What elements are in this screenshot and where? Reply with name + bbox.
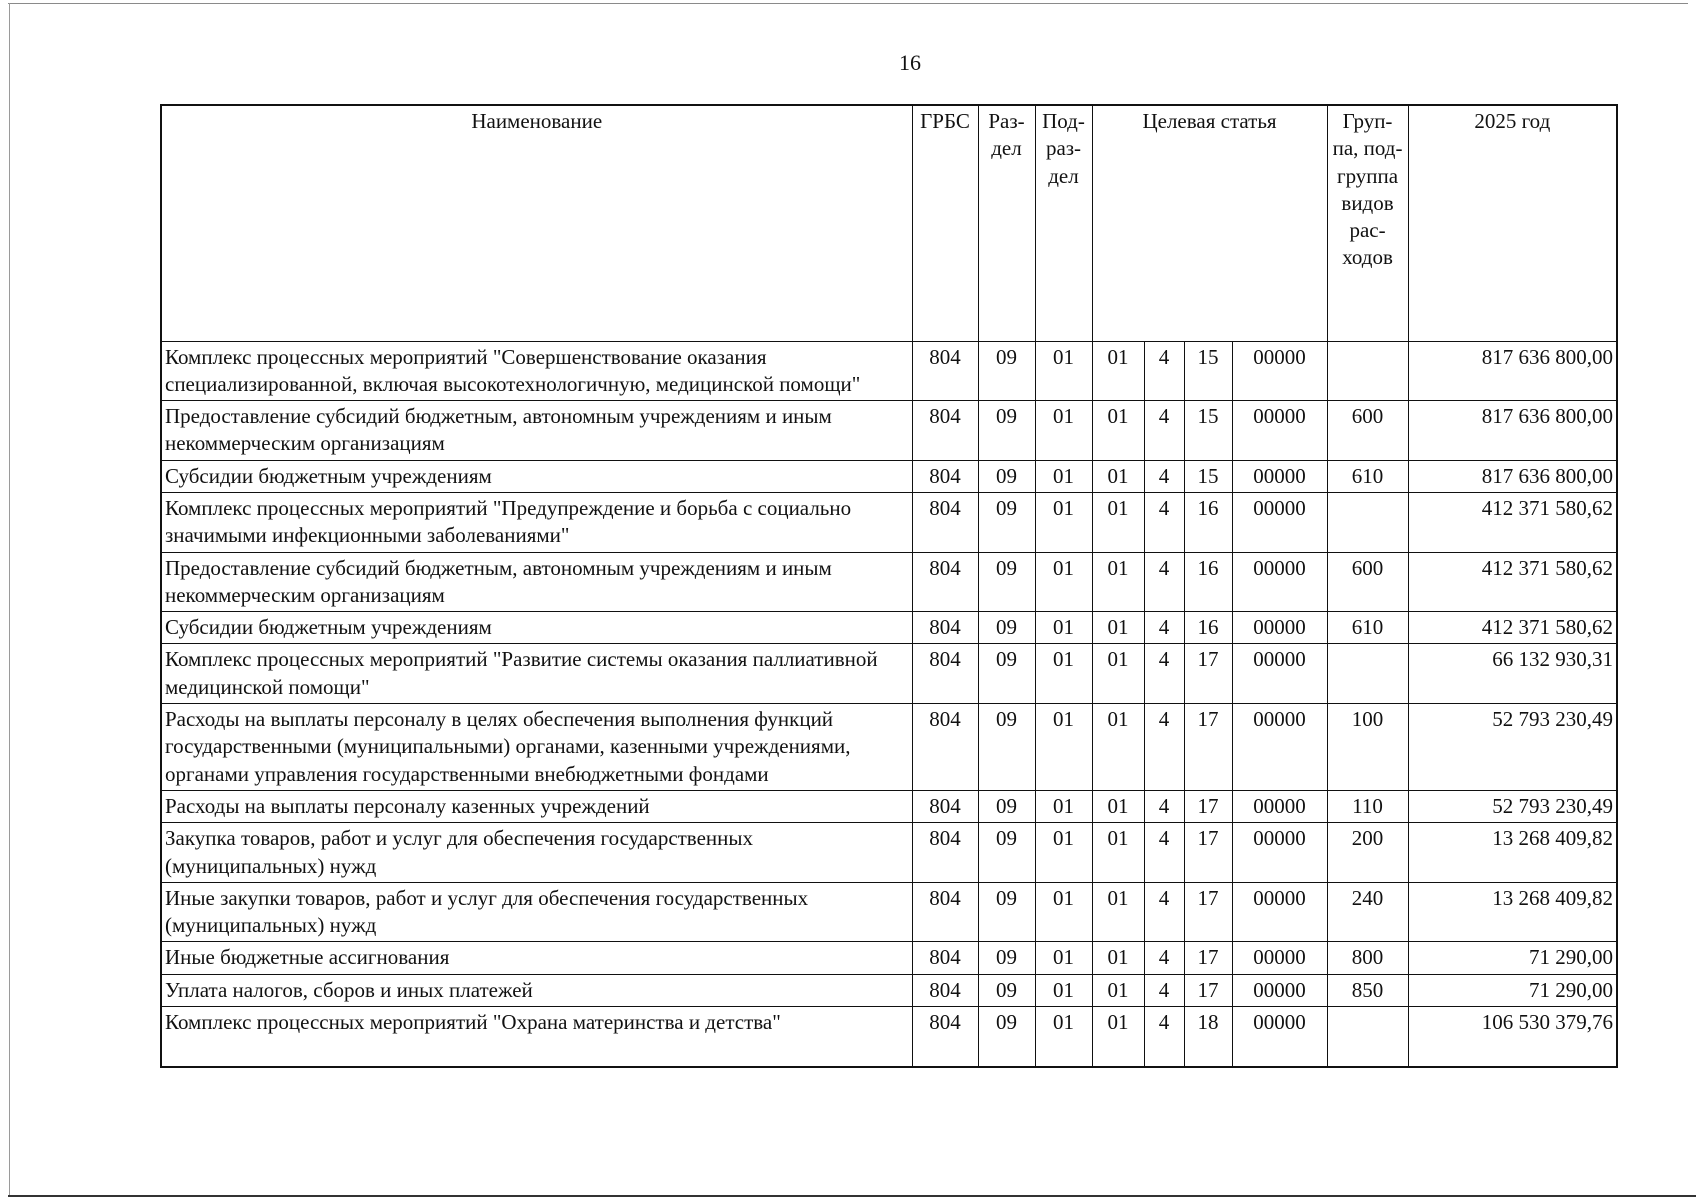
header-razdel: Раз- дел bbox=[978, 105, 1035, 341]
scan-edge-left bbox=[9, 3, 10, 1197]
row-target-complex: 17 bbox=[1184, 823, 1232, 883]
row-target-type: 4 bbox=[1144, 492, 1184, 552]
row-name: Предоставление субсидий бюджетным, автономным учреждениям и иным некоммерческим организациям bbox=[161, 401, 912, 461]
row-amount: 71 290,00 bbox=[1408, 974, 1617, 1006]
row-target-direction: 00000 bbox=[1232, 460, 1327, 492]
row-podrazdel: 01 bbox=[1035, 1007, 1092, 1068]
row-target-complex: 16 bbox=[1184, 612, 1232, 644]
row-razdel: 09 bbox=[978, 552, 1035, 612]
row-razdel: 09 bbox=[978, 341, 1035, 401]
row-target-program: 01 bbox=[1092, 341, 1144, 401]
row-expense-group: 240 bbox=[1327, 882, 1408, 942]
row-grbs: 804 bbox=[912, 644, 978, 704]
row-target-program: 01 bbox=[1092, 612, 1144, 644]
row-name: Субсидии бюджетным учреждениям bbox=[161, 612, 912, 644]
row-expense-group: 610 bbox=[1327, 612, 1408, 644]
row-grbs: 804 bbox=[912, 492, 978, 552]
row-target-program: 01 bbox=[1092, 492, 1144, 552]
row-grbs: 804 bbox=[912, 460, 978, 492]
row-target-complex: 17 bbox=[1184, 974, 1232, 1006]
row-grbs: 804 bbox=[912, 974, 978, 1006]
row-razdel: 09 bbox=[978, 612, 1035, 644]
row-target-direction: 00000 bbox=[1232, 942, 1327, 974]
header-grbs: ГРБС bbox=[912, 105, 978, 341]
row-target-complex: 18 bbox=[1184, 1007, 1232, 1068]
table-row bbox=[161, 790, 1617, 822]
row-target-program: 01 bbox=[1092, 460, 1144, 492]
scan-edge-bottom bbox=[8, 1195, 1696, 1197]
row-target-direction: 00000 bbox=[1232, 882, 1327, 942]
header-podrazdel: Под- раз- дел bbox=[1035, 105, 1092, 341]
table-body bbox=[161, 341, 1617, 1067]
row-razdel: 09 bbox=[978, 704, 1035, 791]
row-grbs: 804 bbox=[912, 790, 978, 822]
row-target-type: 4 bbox=[1144, 460, 1184, 492]
row-amount: 412 371 580,62 bbox=[1408, 492, 1617, 552]
row-name: Комплекс процессных мероприятий "Охрана материнства и детства" bbox=[161, 1007, 912, 1068]
row-target-direction: 00000 bbox=[1232, 341, 1327, 401]
row-podrazdel: 01 bbox=[1035, 612, 1092, 644]
row-expense-group: 200 bbox=[1327, 823, 1408, 883]
row-podrazdel: 01 bbox=[1035, 401, 1092, 461]
header-expense-group: Груп- па, под- группа видов рас- ходов bbox=[1327, 105, 1408, 341]
table-row bbox=[161, 341, 1617, 401]
row-target-complex: 17 bbox=[1184, 882, 1232, 942]
row-podrazdel: 01 bbox=[1035, 823, 1092, 883]
row-target-type: 4 bbox=[1144, 401, 1184, 461]
row-podrazdel: 01 bbox=[1035, 882, 1092, 942]
row-grbs: 804 bbox=[912, 612, 978, 644]
row-target-direction: 00000 bbox=[1232, 704, 1327, 791]
row-podrazdel: 01 bbox=[1035, 974, 1092, 1006]
row-amount: 817 636 800,00 bbox=[1408, 341, 1617, 401]
row-target-direction: 00000 bbox=[1232, 492, 1327, 552]
row-expense-group: 610 bbox=[1327, 460, 1408, 492]
row-razdel: 09 bbox=[978, 460, 1035, 492]
row-razdel: 09 bbox=[978, 644, 1035, 704]
row-grbs: 804 bbox=[912, 704, 978, 791]
row-target-direction: 00000 bbox=[1232, 974, 1327, 1006]
row-name: Иные закупки товаров, работ и услуг для обеспечения государственных (муниципальных) нужд bbox=[161, 882, 912, 942]
row-name: Комплекс процессных мероприятий "Совершенствование оказания специализированной, включая высокотехнологичную, медицинской помощи" bbox=[161, 341, 912, 401]
row-amount: 817 636 800,00 bbox=[1408, 401, 1617, 461]
row-grbs: 804 bbox=[912, 341, 978, 401]
row-target-program: 01 bbox=[1092, 644, 1144, 704]
row-target-program: 01 bbox=[1092, 823, 1144, 883]
row-target-complex: 17 bbox=[1184, 942, 1232, 974]
table-row bbox=[161, 823, 1617, 883]
row-target-type: 4 bbox=[1144, 704, 1184, 791]
row-grbs: 804 bbox=[912, 401, 978, 461]
row-target-direction: 00000 bbox=[1232, 790, 1327, 822]
row-amount: 66 132 930,31 bbox=[1408, 644, 1617, 704]
table-row bbox=[161, 704, 1617, 791]
row-podrazdel: 01 bbox=[1035, 644, 1092, 704]
row-name: Уплата налогов, сборов и иных платежей bbox=[161, 974, 912, 1006]
row-target-complex: 16 bbox=[1184, 552, 1232, 612]
row-razdel: 09 bbox=[978, 1007, 1035, 1068]
row-podrazdel: 01 bbox=[1035, 552, 1092, 612]
row-target-type: 4 bbox=[1144, 974, 1184, 1006]
row-expense-group: 600 bbox=[1327, 552, 1408, 612]
row-target-type: 4 bbox=[1144, 882, 1184, 942]
row-expense-group bbox=[1327, 1007, 1408, 1068]
row-grbs: 804 bbox=[912, 823, 978, 883]
row-target-program: 01 bbox=[1092, 882, 1144, 942]
row-expense-group bbox=[1327, 644, 1408, 704]
row-amount: 52 793 230,49 bbox=[1408, 704, 1617, 791]
row-amount: 13 268 409,82 bbox=[1408, 882, 1617, 942]
row-target-direction: 00000 bbox=[1232, 401, 1327, 461]
row-expense-group bbox=[1327, 492, 1408, 552]
row-grbs: 804 bbox=[912, 552, 978, 612]
row-target-type: 4 bbox=[1144, 942, 1184, 974]
row-target-type: 4 bbox=[1144, 823, 1184, 883]
row-name: Комплекс процессных мероприятий "Предупреждение и борьба с социально значимыми инфекционными заболеваниями" bbox=[161, 492, 912, 552]
row-target-direction: 00000 bbox=[1232, 1007, 1327, 1068]
row-target-program: 01 bbox=[1092, 942, 1144, 974]
row-name: Предоставление субсидий бюджетным, автономным учреждениям и иным некоммерческим организациям bbox=[161, 552, 912, 612]
row-grbs: 804 bbox=[912, 942, 978, 974]
table-row bbox=[161, 882, 1617, 942]
row-podrazdel: 01 bbox=[1035, 492, 1092, 552]
header-name: Наименование bbox=[161, 105, 912, 341]
header-target-article: Целевая статья bbox=[1092, 105, 1327, 341]
row-amount: 13 268 409,82 bbox=[1408, 823, 1617, 883]
row-target-type: 4 bbox=[1144, 644, 1184, 704]
scan-edge-top bbox=[8, 3, 1688, 4]
table-row bbox=[161, 612, 1617, 644]
row-target-complex: 15 bbox=[1184, 401, 1232, 461]
row-target-complex: 15 bbox=[1184, 460, 1232, 492]
row-grbs: 804 bbox=[912, 1007, 978, 1068]
table-row bbox=[161, 644, 1617, 704]
header-amount-2025: 2025 год bbox=[1408, 105, 1617, 341]
row-target-program: 01 bbox=[1092, 401, 1144, 461]
table-row bbox=[161, 492, 1617, 552]
row-target-complex: 17 bbox=[1184, 644, 1232, 704]
row-amount: 52 793 230,49 bbox=[1408, 790, 1617, 822]
row-amount: 106 530 379,76 bbox=[1408, 1007, 1617, 1068]
row-target-program: 01 bbox=[1092, 974, 1144, 1006]
row-podrazdel: 01 bbox=[1035, 341, 1092, 401]
table-row bbox=[161, 942, 1617, 974]
row-expense-group: 110 bbox=[1327, 790, 1408, 822]
row-podrazdel: 01 bbox=[1035, 790, 1092, 822]
row-expense-group: 600 bbox=[1327, 401, 1408, 461]
row-razdel: 09 bbox=[978, 790, 1035, 822]
row-target-program: 01 bbox=[1092, 1007, 1144, 1068]
row-target-complex: 16 bbox=[1184, 492, 1232, 552]
row-target-direction: 00000 bbox=[1232, 552, 1327, 612]
row-target-complex: 17 bbox=[1184, 704, 1232, 791]
row-name: Расходы на выплаты персоналу в целях обеспечения выполнения функций государственными (муниципальными) органами, казенными учреждениями, органами управления государственными внебюджетными фондами bbox=[161, 704, 912, 791]
row-expense-group bbox=[1327, 341, 1408, 401]
table-row bbox=[161, 460, 1617, 492]
row-grbs: 804 bbox=[912, 882, 978, 942]
row-razdel: 09 bbox=[978, 974, 1035, 1006]
table-row bbox=[161, 1007, 1617, 1068]
row-target-complex: 17 bbox=[1184, 790, 1232, 822]
row-podrazdel: 01 bbox=[1035, 460, 1092, 492]
row-amount: 412 371 580,62 bbox=[1408, 612, 1617, 644]
row-expense-group: 800 bbox=[1327, 942, 1408, 974]
row-target-program: 01 bbox=[1092, 704, 1144, 791]
table-row bbox=[161, 401, 1617, 461]
table-row bbox=[161, 974, 1617, 1006]
row-name: Иные бюджетные ассигнования bbox=[161, 942, 912, 974]
row-razdel: 09 bbox=[978, 823, 1035, 883]
budget-table bbox=[160, 104, 1618, 1068]
row-target-type: 4 bbox=[1144, 1007, 1184, 1068]
row-target-direction: 00000 bbox=[1232, 823, 1327, 883]
row-razdel: 09 bbox=[978, 942, 1035, 974]
row-razdel: 09 bbox=[978, 492, 1035, 552]
row-razdel: 09 bbox=[978, 401, 1035, 461]
row-expense-group: 100 bbox=[1327, 704, 1408, 791]
row-razdel: 09 bbox=[978, 882, 1035, 942]
row-name: Субсидии бюджетным учреждениям bbox=[161, 460, 912, 492]
row-target-type: 4 bbox=[1144, 341, 1184, 401]
row-name: Закупка товаров, работ и услуг для обеспечения государственных (муниципальных) нужд bbox=[161, 823, 912, 883]
table-row bbox=[161, 552, 1617, 612]
row-name: Расходы на выплаты персоналу казенных учреждений bbox=[161, 790, 912, 822]
row-expense-group: 850 bbox=[1327, 974, 1408, 1006]
row-target-type: 4 bbox=[1144, 790, 1184, 822]
table-header-row bbox=[161, 105, 1617, 341]
row-amount: 71 290,00 bbox=[1408, 942, 1617, 974]
row-target-program: 01 bbox=[1092, 790, 1144, 822]
row-target-direction: 00000 bbox=[1232, 644, 1327, 704]
row-amount: 817 636 800,00 bbox=[1408, 460, 1617, 492]
page-number: 16 bbox=[899, 50, 921, 75]
row-podrazdel: 01 bbox=[1035, 704, 1092, 791]
row-name: Комплекс процессных мероприятий "Развитие системы оказания паллиативной медицинской помощи" bbox=[161, 644, 912, 704]
row-podrazdel: 01 bbox=[1035, 942, 1092, 974]
row-amount: 412 371 580,62 bbox=[1408, 552, 1617, 612]
row-target-direction: 00000 bbox=[1232, 612, 1327, 644]
row-target-program: 01 bbox=[1092, 552, 1144, 612]
row-target-type: 4 bbox=[1144, 552, 1184, 612]
row-target-complex: 15 bbox=[1184, 341, 1232, 401]
row-target-type: 4 bbox=[1144, 612, 1184, 644]
